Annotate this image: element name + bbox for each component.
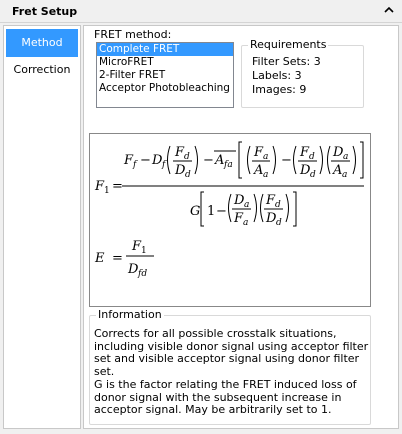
formula-constant: 1 [207,204,216,219]
formula-subscript: a [263,170,269,180]
formula-symbol: D [300,163,311,178]
filter-sets-count: Filter Sets: 3 [252,55,321,68]
list-item[interactable]: MicroFRET [99,56,154,68]
information-paragraph: G is the factor relating the FRET induced loss of donor signal with the subsequent increase in acceptor signal. May be arbitrarily set to 1. [94,377,357,417]
information-paragraph: Corrects for all possible crosstalk situations, including visible donor signal using acceptor filter set and visible acceptor signal using donor filter set. [94,327,369,379]
formula-subscript: d [276,218,282,228]
requirements-group [241,38,364,108]
formula-symbol: D [175,163,186,178]
formula-subscript: a [343,152,349,162]
fret-method-list[interactable] [96,42,234,108]
formula-subscript: d [310,170,316,180]
formula-subscript: a [244,200,250,210]
list-item[interactable]: Acceptor Photobleaching [99,82,230,94]
information-text [94,328,374,417]
formula-symbol: F [95,179,105,194]
formula-symbol: F [175,145,185,160]
formula-symbol: A [333,163,343,178]
panel-header [0,0,402,23]
requirements-title: Requirements [250,38,327,51]
formula-minus: − [140,153,151,168]
formula-graphic [90,134,370,306]
chevron-up-icon[interactable] [384,5,394,15]
sidebar [3,25,81,429]
formula-subscript: d [275,200,281,210]
formula-symbol: E [95,251,105,266]
formula-symbol: A [215,153,225,168]
formula-subscript: f [162,160,166,170]
formula-equals: = [112,251,123,266]
formula-subscript: d [185,170,191,180]
formula-subscript: a [342,170,348,180]
formula-symbol: D [152,153,163,168]
formula-subscript: f [133,160,137,170]
formula-minus: − [281,153,292,168]
formula-subscript: fd [138,269,148,279]
formula-subscript: a [243,218,249,228]
sidebar-item-correction[interactable]: Correction [13,63,71,76]
method-content [83,25,399,429]
formula-symbol: D [266,211,277,226]
formula-symbol: F [234,211,244,226]
formula-symbol: F [124,153,134,168]
formula-minus: − [203,153,214,168]
images-count: Images: 9 [252,83,307,96]
formula-subscript: 1 [104,186,110,196]
formula-minus: − [216,204,227,219]
formula-symbol: F [300,145,310,160]
formula-symbol: A [254,163,264,178]
information-group [89,308,371,425]
formula-subscript: d [309,152,315,162]
formula-equals: = [112,179,123,194]
formula-subscript: a [263,152,269,162]
list-item[interactable]: 2-Filter FRET [99,69,166,81]
formula-symbol: D [128,262,139,277]
formula-subscript: 1 [141,246,147,256]
fret-formula [89,133,371,307]
formula-subscript: fa [224,160,233,170]
formula-symbol: F [254,145,264,160]
formula-subscript: d [184,152,190,162]
panel-title: Fret Setup [12,5,78,18]
formula-symbol: D [234,193,245,208]
formula-symbol: F [266,193,276,208]
list-item[interactable]: Complete FRET [97,43,233,56]
information-title: Information [98,308,162,321]
formula-symbol: F [132,239,142,254]
formula-symbol: G [190,204,201,219]
formula-symbol: D [333,145,344,160]
fret-method-label: FRET method: [94,28,172,41]
sidebar-item-method[interactable]: Method [6,29,78,57]
labels-count: Labels: 3 [252,69,302,82]
